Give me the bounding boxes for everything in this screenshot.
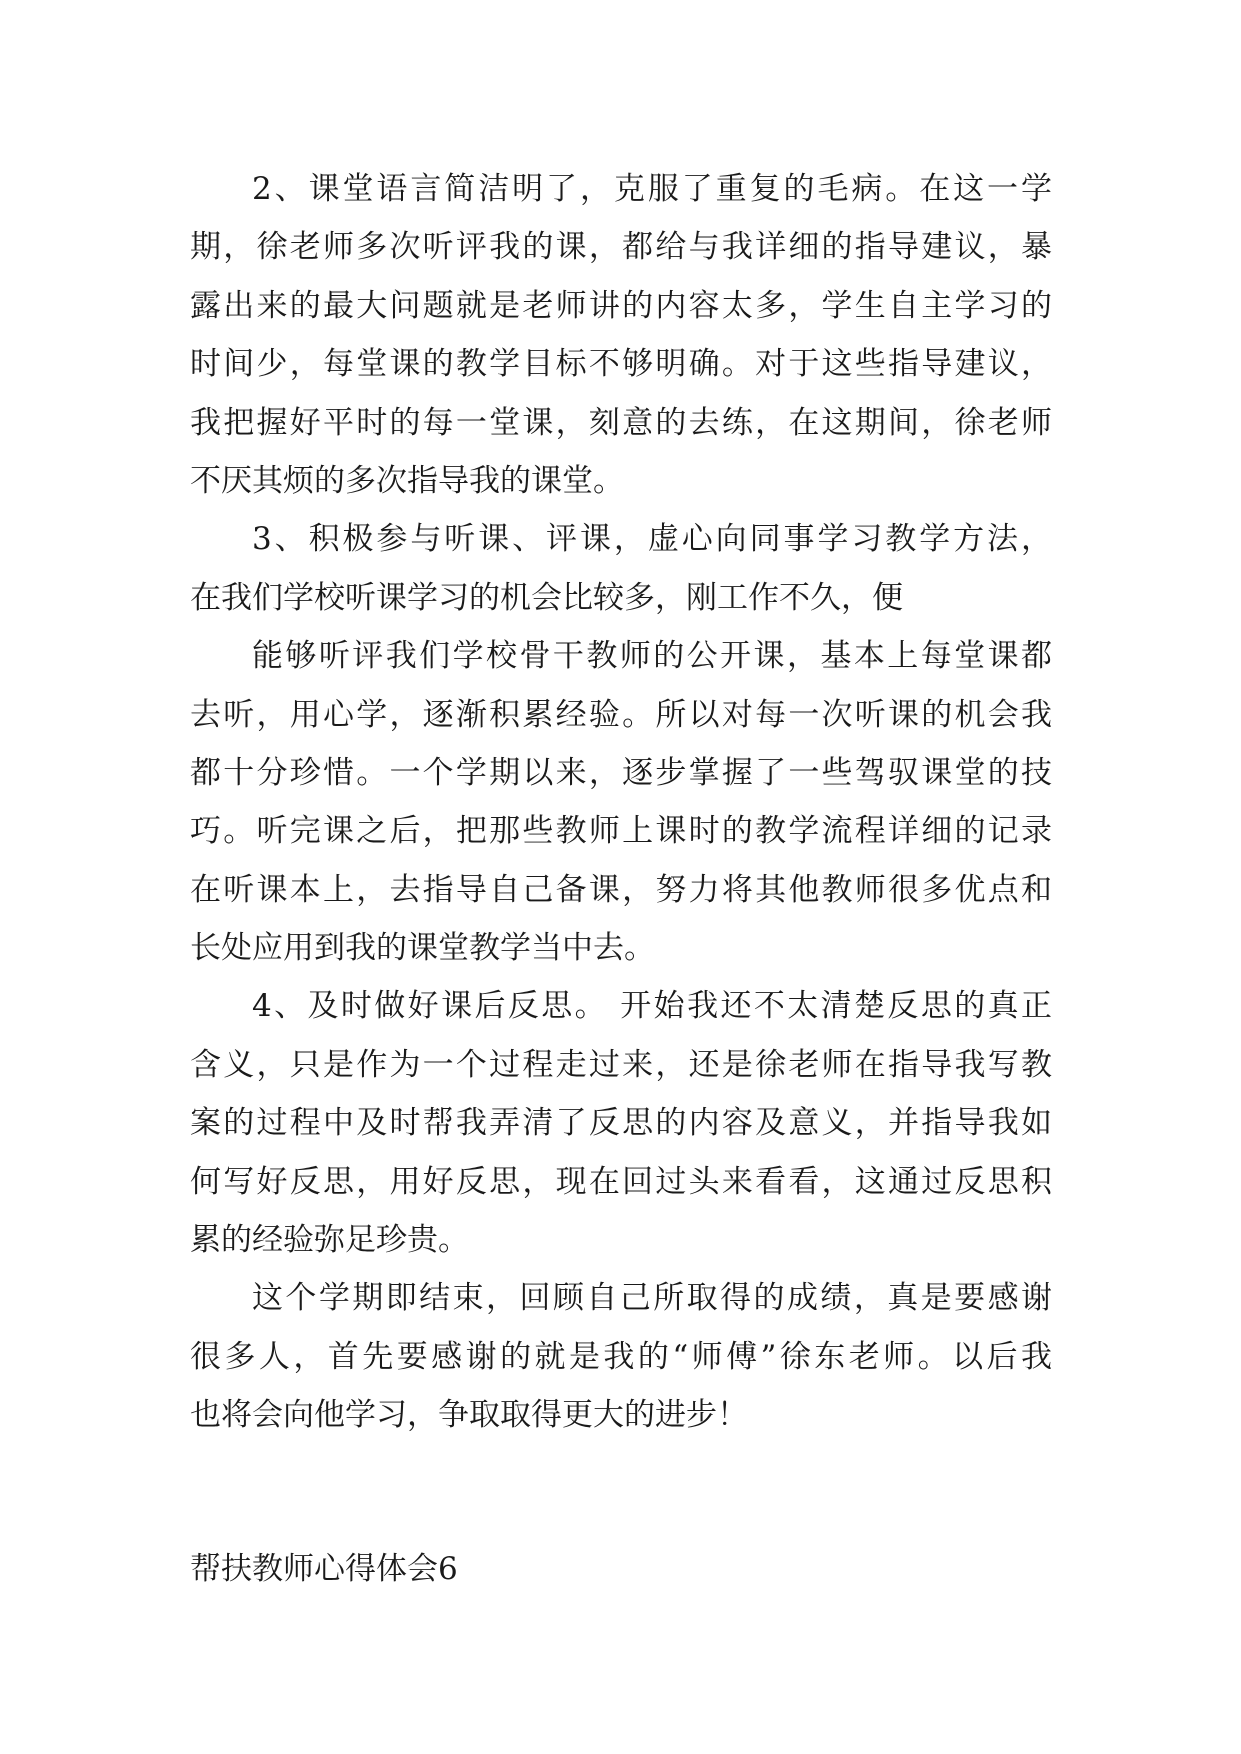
paragraph-classroom-language: [190, 160, 1052, 510]
document-body: [190, 160, 1052, 1445]
text-line: 不厌其烦的多次指导我的课堂。: [190, 462, 624, 499]
text-line: 能够听评我们学校骨干教师的公开课，基本上每堂课都: [252, 638, 1052, 675]
text-line: 我把握好平时的每一堂课，刻意的去练，在这期间，徐老师: [190, 404, 1052, 441]
paragraph-conclusion: [190, 1269, 1052, 1444]
text-line: 巧。听完课之后，把那些教师上课时的教学流程详细的记录: [190, 813, 1052, 850]
text-line: 在我们学校听课学习的机会比较多，刚工作不久，便: [190, 579, 903, 616]
text-line: 4、及时做好课后反思。 开始我还不太清楚反思的真正: [252, 988, 1052, 1025]
text-line: 在听课本上，去指导自己备课，努力将其他教师很多优点和: [190, 871, 1052, 908]
text-line: 长处应用到我的课堂教学当中去。: [190, 930, 655, 967]
paragraph-open-classes: [190, 627, 1052, 977]
text-line: 也将会向他学习，争取取得更大的进步！: [190, 1397, 748, 1434]
text-line: 含义，只是作为一个过程走过来，还是徐老师在指导我写教: [190, 1046, 1052, 1083]
text-line: 露出来的最大问题就是老师讲的内容太多，学生自主学习的: [190, 287, 1052, 324]
text-line: 3、积极参与听课、评课，虚心向同事学习教学方法，: [252, 521, 1052, 558]
text-line: 都十分珍惜。一个学期以来，逐步掌握了一些驾驭课堂的技: [190, 754, 1052, 791]
text-line: 何写好反思，用好反思，现在回过头来看看，这通过反思积: [190, 1163, 1052, 1200]
text-line: 时间少，每堂课的教学目标不够明确。对于这些指导建议，: [190, 346, 1052, 383]
text-line: 案的过程中及时帮我弄清了反思的内容及意义，并指导我如: [190, 1105, 1052, 1142]
section-heading: 帮扶教师心得体会6: [190, 1551, 458, 1587]
paragraph-observe-lessons: [190, 510, 1052, 627]
text-line: 期，徐老师多次听评我的课，都给与我详细的指导建议，暴: [190, 229, 1052, 266]
text-line: 2、课堂语言简洁明了，克服了重复的毛病。在这一学: [252, 171, 1052, 207]
paragraph-reflection: [190, 977, 1052, 1269]
text-line: 这个学期即结束，回顾自己所取得的成绩，真是要感谢: [252, 1280, 1052, 1317]
text-line: 去听，用心学，逐渐积累经验。所以对每一次听课的机会我: [190, 696, 1052, 733]
text-line: 累的经验弥足珍贵。: [190, 1222, 469, 1259]
text-line: 很多人，首先要感谢的就是我的“师傅”徐东老师。以后我: [190, 1338, 1052, 1375]
